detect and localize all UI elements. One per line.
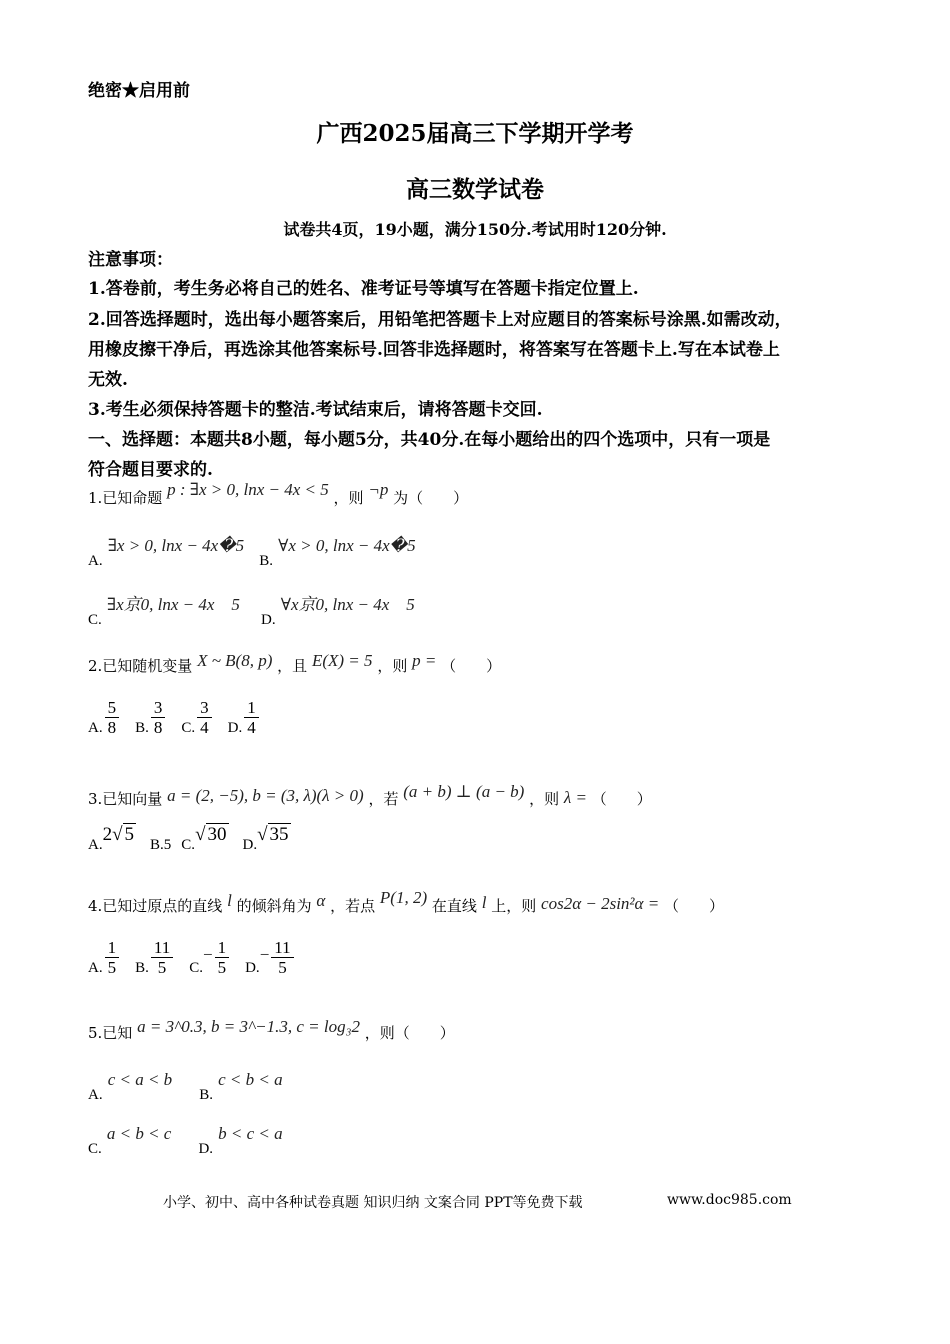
q4-option-d: $\frac{11}{5}$ bbox=[271, 938, 293, 977]
q2-options bbox=[88, 698, 275, 737]
q4-expression: cos2α − 2sin²α = bbox=[541, 894, 660, 913]
question-5 bbox=[88, 1017, 455, 1043]
q2-option-a-label: A. bbox=[88, 720, 103, 736]
q2-option-d-label: D. bbox=[227, 720, 243, 736]
q4-option-a-label: A. bbox=[88, 960, 103, 976]
q4-option-d-sign: − bbox=[259, 945, 270, 964]
q5-option-a-label: A. bbox=[88, 1087, 103, 1103]
question-1 bbox=[88, 480, 469, 508]
q4-mid: 的倾斜角为 bbox=[236, 897, 312, 915]
q3-perp: (a + b) ⊥ (a − b) bbox=[403, 782, 525, 801]
section-heading-line1: 一、选择题：本题共8小题，每小题5分，共40分.在每小题给出的四个选项中，只有一项是 bbox=[88, 430, 771, 450]
q3-options bbox=[88, 824, 305, 854]
q5-option-c: a < b < c bbox=[106, 1124, 172, 1143]
q2-distribution: X ~ B(8, p) bbox=[197, 651, 273, 670]
q5-pre: 5.已知 bbox=[88, 1024, 133, 1042]
q2-option-c: $\frac{3}{4}$ bbox=[197, 698, 212, 737]
q2-option-c-label: C. bbox=[181, 720, 196, 736]
q1-option-c: ∃x京0, lnx − 4x 5 bbox=[106, 595, 240, 614]
note-3: 3.考生必须保持答题卡的整洁.考试结束后，请将答题卡交回. bbox=[88, 400, 543, 420]
q4-option-a: $\frac{1}{5}$ bbox=[105, 938, 120, 977]
q4-option-d-label: D. bbox=[245, 960, 260, 976]
q4-mid2: ，若点 bbox=[330, 897, 376, 915]
footer-text: 小学、初中、高中各种试卷真题 知识归纳 文案合同 PPT等免费下载 bbox=[163, 1195, 583, 1211]
q2-option-b: $\frac{3}{8}$ bbox=[151, 698, 166, 737]
q3-option-b: B.5 bbox=[150, 837, 172, 853]
q1-mid: ，则 bbox=[333, 489, 364, 507]
q2-option-d: $\frac{1}{4}$ bbox=[244, 698, 259, 737]
q4-option-b-label: B. bbox=[135, 960, 149, 976]
q2-pre: 2.已知随机变量 bbox=[88, 657, 193, 675]
q5-option-c-label: C. bbox=[88, 1141, 102, 1157]
q5-definitions: a = 3^0.3, b = 3^−1.3, c = log₃2 bbox=[137, 1017, 361, 1036]
q3-option-a: 2√ 5 bbox=[102, 824, 135, 845]
notes-heading: 注意事项： bbox=[88, 250, 173, 270]
q4-point: P(1, 2) bbox=[379, 888, 428, 907]
q3-option-d: √ 35 bbox=[257, 824, 289, 845]
q4-option-c: $\frac{1}{5}$ bbox=[215, 938, 230, 977]
note-2c: 无效. bbox=[88, 370, 128, 390]
q3-option-a-label: A. bbox=[88, 837, 103, 853]
q1-option-b: ∀x > 0, lnx − 4x�5 bbox=[278, 536, 416, 555]
question-4 bbox=[88, 888, 724, 916]
q5-option-d-label: D. bbox=[198, 1141, 214, 1157]
q1-options-row1 bbox=[88, 536, 416, 569]
q5-option-d: b < c < a bbox=[218, 1124, 283, 1143]
q1-post: 为（ ） bbox=[393, 489, 469, 507]
q3-mid2: ，则 bbox=[529, 790, 560, 808]
q3-option-d-label: D. bbox=[242, 837, 258, 853]
q5-post: ，则（ ） bbox=[364, 1024, 455, 1042]
q1-option-b-label: B. bbox=[259, 553, 274, 569]
q1-option-a-label: A. bbox=[88, 553, 103, 569]
q3-option-c-label: C. bbox=[181, 837, 196, 853]
q5-options-row2 bbox=[88, 1124, 283, 1157]
note-2a: 2.回答选择题时，选出每小题答案后，用铅笔把答题卡上对应题目的答案标号涂黑.如需改动， bbox=[88, 310, 792, 330]
q4-line-2: l bbox=[481, 893, 487, 912]
q4-option-b: $\frac{11}{5}$ bbox=[151, 938, 173, 977]
q2-mid: ，且 bbox=[277, 657, 308, 675]
q4-alpha: α bbox=[316, 891, 326, 910]
q3-vectors: a = (2, −5), b = (3, λ)(λ > 0) bbox=[167, 786, 364, 805]
q2-option-b-label: B. bbox=[135, 720, 149, 736]
q2-expectation: E(X) = 5 bbox=[311, 651, 373, 670]
q2-option-a: $\frac{5}{8}$ bbox=[105, 698, 120, 737]
q4-option-c-sign: − bbox=[203, 945, 213, 964]
q1-options-row2 bbox=[88, 590, 415, 628]
q5-option-b-label: B. bbox=[199, 1087, 214, 1103]
q1-option-a: ∃x > 0, lnx − 4x�5 bbox=[107, 536, 245, 555]
q3-option-c: √ 30 bbox=[195, 824, 227, 845]
q1-option-c-label: C. bbox=[88, 612, 102, 628]
q4-option-c-label: C. bbox=[189, 960, 203, 976]
q4-pre: 4.已知过原点的直线 bbox=[88, 897, 223, 915]
question-2 bbox=[88, 651, 502, 676]
q1-option-d: ∀x京0, lnx − 4x 5 bbox=[280, 595, 415, 614]
q2-post: （ ） bbox=[441, 657, 502, 675]
secret-label: 绝密★启用前 bbox=[88, 81, 190, 101]
q1-option-d-label: D. bbox=[261, 612, 276, 628]
q3-lambda: λ = bbox=[563, 788, 588, 807]
footer-site-link[interactable]: www.doc985.com bbox=[667, 1192, 792, 1208]
exam-title: 广西2025届高三下学期开学考 bbox=[316, 120, 634, 147]
q4-line: l bbox=[227, 891, 232, 910]
q4-options bbox=[88, 938, 310, 977]
section-heading-line2: 符合题目要求的. bbox=[88, 460, 213, 480]
q4-mid4: 上，则 bbox=[491, 897, 537, 915]
q3-pre: 3.已知向量 bbox=[88, 790, 163, 808]
q3-post: （ ） bbox=[591, 790, 652, 808]
note-2b: 用橡皮擦干净后，再选涂其他答案标号.回答非选择题时，将答案写在答题卡上.写在本试卷上 bbox=[88, 340, 780, 360]
q1-negation: ¬p bbox=[368, 480, 389, 499]
question-3 bbox=[88, 782, 652, 809]
q4-post: （ ） bbox=[663, 897, 724, 915]
q4-mid3: 在直线 bbox=[431, 897, 477, 915]
q5-option-a: c < a < b bbox=[107, 1070, 173, 1089]
q5-options-row1 bbox=[88, 1070, 283, 1103]
note-1: 1.答卷前，考生务必将自己的姓名、准考证号等填写在答题卡指定位置上. bbox=[88, 279, 639, 299]
exam-info: 试卷共4页，19小题，满分150分.考试用时120分钟. bbox=[283, 220, 667, 239]
q3-mid: ，若 bbox=[368, 790, 399, 808]
q2-mid2: ，则 bbox=[377, 657, 408, 675]
q1-proposition: p : ∃x > 0, lnx − 4x < 5 bbox=[167, 480, 329, 499]
q5-option-b: c < b < a bbox=[218, 1070, 283, 1089]
q2-p: p = bbox=[412, 651, 437, 670]
q1-pre: 1.已知命题 bbox=[88, 489, 163, 507]
exam-subtitle: 高三数学试卷 bbox=[406, 176, 544, 203]
